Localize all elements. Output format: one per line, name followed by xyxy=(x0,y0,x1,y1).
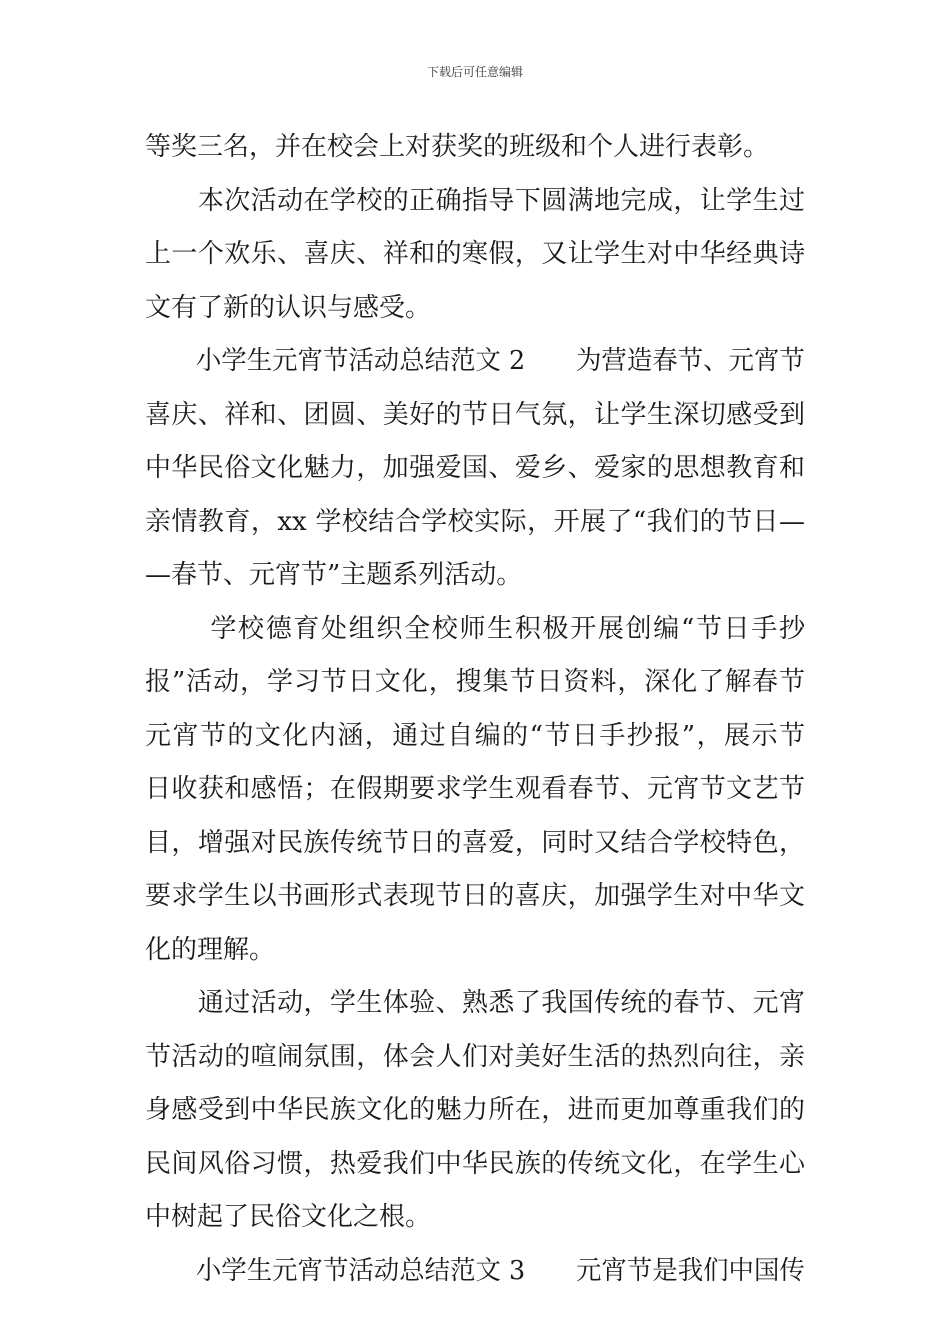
text-line: 身感受到中华民族文化的魅力所在，进而更加尊重我们的 xyxy=(145,1095,805,1125)
text-line: 目，增强对民族传统节日的喜爱，同时又结合学校特色， xyxy=(145,827,805,858)
text-line: 元宵节的文化内涵，通过自编的“节日手抄报”，展示节 xyxy=(145,720,805,751)
text-line: 民间风俗习惯，热爱我们中华民族的传统文化，在学生心 xyxy=(145,1148,805,1179)
text-line: 报”活动，学习节日文化，搜集节日资料，深化了解春节 xyxy=(145,667,805,697)
text-line: 学校德育处组织全校师生积极开展创编“节日手抄 xyxy=(145,613,805,644)
text-line: 小学生元宵节活动总结范文 2 为营造春节、元宵节 xyxy=(145,346,805,376)
text-line: 要求学生以书画形式表现节日的喜庆，加强学生对中华文 xyxy=(145,881,805,911)
text-line: 中树起了民俗文化之根。 xyxy=(145,1202,432,1232)
text-line: 小学生元宵节活动总结范文 3 元宵节是我们中国传 xyxy=(145,1255,805,1286)
text-line: 等奖三名，并在校会上对获奖的班级和个人进行表彰。 xyxy=(145,132,770,162)
text-line: 通过活动，学生体验、熟悉了我国传统的春节、元宵 xyxy=(145,988,805,1018)
text-line: 上一个欢乐、喜庆、祥和的寒假，又让学生对中华经典诗 xyxy=(145,239,805,269)
page-header: 下载后可任意编辑 xyxy=(426,65,523,79)
text-line: 节活动的喧闹氛围，体会人们对美好生活的热烈向往，亲 xyxy=(145,1041,805,1072)
text-line: 文有了新的认识与感受。 xyxy=(145,292,432,323)
text-line: —春节、元宵节”主题系列活动。 xyxy=(145,560,523,590)
text-line: 本次活动在学校的正确指导下圆满地完成，让学生过 xyxy=(145,185,805,216)
text-line: 亲情教育，xx 学校结合学校实际，开展了“我们的节日— xyxy=(145,506,805,537)
text-line: 喜庆、祥和、团圆、美好的节日气氛，让学生深切感受到 xyxy=(145,399,805,430)
text-line: 日收获和感悟；在假期要求学生观看春节、元宵节文艺节 xyxy=(145,774,805,804)
document-body xyxy=(145,121,805,1298)
text-line: 化的理解。 xyxy=(145,934,276,965)
text-line: 中华民俗文化魅力，加强爱国、爱乡、爱家的思想教育和 xyxy=(145,453,805,483)
